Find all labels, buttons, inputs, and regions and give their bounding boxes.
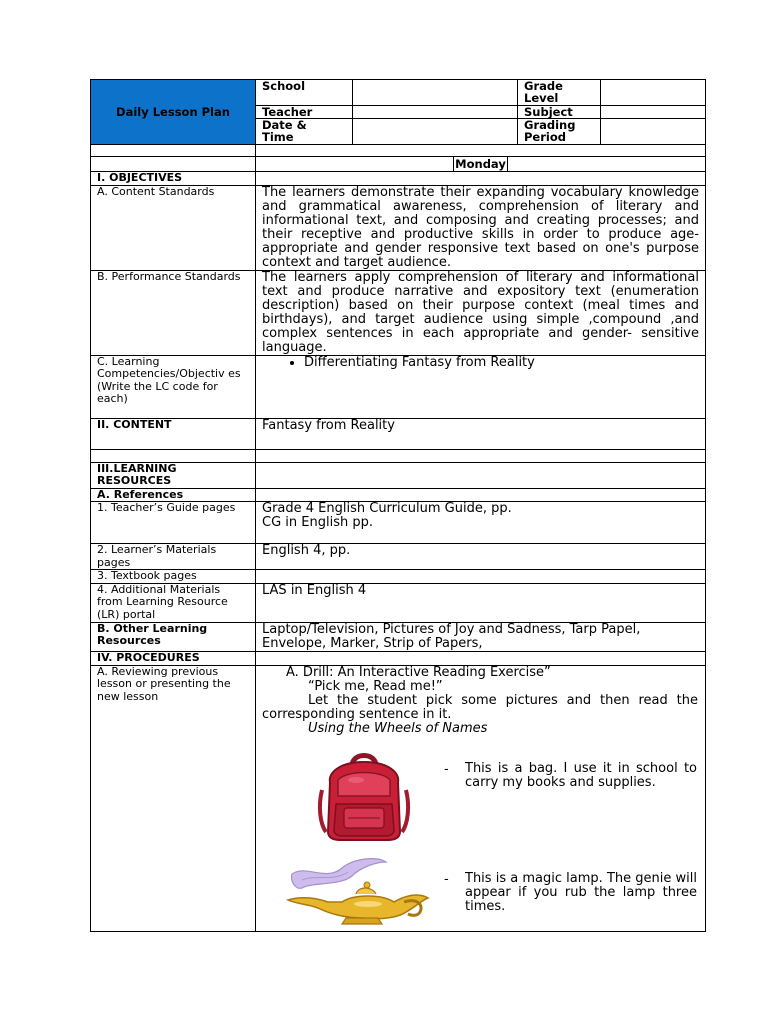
textbook-pages-label: 3. Textbook pages: [91, 570, 256, 584]
bag-row: [262, 750, 698, 846]
spacer-cell: [91, 145, 256, 157]
other-resources-value: Laptop/Television, Pictures of Joy and Sadness, Tarp Papel, Envelope, Marker, Strip of Papers,: [256, 622, 706, 651]
header-table: [90, 79, 706, 145]
magic-lamp-icon: [282, 852, 434, 926]
bag-dash: -: [444, 761, 449, 777]
daily-lesson-plan-title: Daily Lesson Plan: [91, 80, 256, 145]
date-time-label: Date & Time: [256, 119, 353, 145]
learning-resources-heading: III.LEARNING RESOURCES: [91, 462, 256, 488]
content-standards-label: A. Content Standards: [91, 185, 256, 270]
lamp-sentence: This is a magic lamp. The genie will appear if you rub the lamp three times.: [465, 870, 697, 914]
teachers-guide-cell: [256, 502, 706, 544]
subject-label: Subject: [518, 106, 601, 119]
content-standards-text: The learners demonstrate their expanding vocabulary knowledge and grammatical awareness, comprehension of literary and informational text, and composing and creating processes; and their receptive and productive skills in order to produce age-appropriate and gender responsive text based on one's purpose context and target audience.: [256, 185, 706, 270]
additional-materials-label: 4. Additional Materials from Learning Resource (LR) portal: [91, 583, 256, 622]
content-value: Fantasy from Reality: [256, 418, 706, 449]
subject-value: [601, 106, 706, 119]
drill-wheel: Using the Wheels of Names: [308, 720, 488, 736]
lamp-row: [262, 852, 698, 928]
school-value: [353, 80, 518, 106]
empty-cell: [256, 651, 706, 665]
reviewing-lesson-label: A. Reviewing previous lesson or presenting the new lesson: [91, 665, 256, 931]
drill-quote: “Pick me, Read me!”: [308, 678, 443, 694]
grade-level-value: [601, 80, 706, 106]
empty-cell: [256, 570, 706, 584]
bag-sentence: This is a bag. I use it in school to carry my books and supplies.: [465, 760, 697, 790]
learners-materials-label: 2. Learner’s Materials pages: [91, 544, 256, 570]
other-resources-label: B. Other Learning Resources: [91, 622, 256, 651]
spacer-cell: [256, 145, 706, 157]
drill-title: A. Drill: An Interactive Reading Exercise”: [286, 664, 551, 680]
teachers-guide-label: 1. Teacher’s Guide pages: [91, 502, 256, 544]
empty-cell: [91, 157, 256, 172]
empty-cell: [256, 172, 706, 186]
school-label: School: [256, 80, 353, 106]
lesson-table: [90, 144, 706, 932]
lamp-dash: -: [444, 871, 449, 887]
empty-cell: [256, 488, 706, 502]
drill-cell: [256, 665, 706, 931]
spacer-cell: [256, 449, 706, 462]
objectives-heading: I. OBJECTIVES: [91, 172, 256, 186]
additional-materials-value: LAS in English 4: [256, 583, 706, 622]
backpack-icon: [316, 750, 412, 842]
drill-instruction: Let the student pick some pictures and then read the corresponding sentence in it.: [262, 692, 698, 722]
performance-standards-text: The learners apply comprehension of literary and informational text and produce narrative and expository text (enumeration description) based on their purpose context (meal times and birthdays), and target audience using simple ,compound ,and complex sentences in each appropriate and gender- sensitive language.: [256, 270, 706, 355]
teachers-guide-line2: CG in English pp.: [262, 515, 373, 530]
grade-level-label: Grade Level: [518, 80, 601, 106]
day-heading: [256, 157, 706, 172]
teachers-guide-line1: Grade 4 English Curriculum Guide, pp.: [262, 501, 512, 516]
procedures-heading: IV. PROCEDURES: [91, 651, 256, 665]
empty-cell: [256, 462, 706, 488]
date-time-value: [353, 119, 518, 145]
drill-block: [262, 666, 698, 736]
grading-period-label: Grading Period: [518, 119, 601, 145]
competency-item: • Differentiating Fantasy from Reality: [304, 356, 699, 370]
day-label: Monday: [455, 157, 506, 171]
competencies-label: C. Learning Competencies/Objectiv es (Write the LC code for each): [91, 355, 256, 418]
performance-standards-label: B. Performance Standards: [91, 270, 256, 355]
references-heading: A. References: [91, 488, 256, 502]
competencies-cell: [256, 355, 706, 418]
teacher-label: Teacher: [256, 106, 353, 119]
learners-materials-value: English 4, pp.: [256, 544, 706, 570]
grading-period-value: [601, 119, 706, 145]
content-heading: II. CONTENT: [91, 418, 256, 449]
teacher-value: [353, 106, 518, 119]
spacer-cell: [91, 449, 256, 462]
